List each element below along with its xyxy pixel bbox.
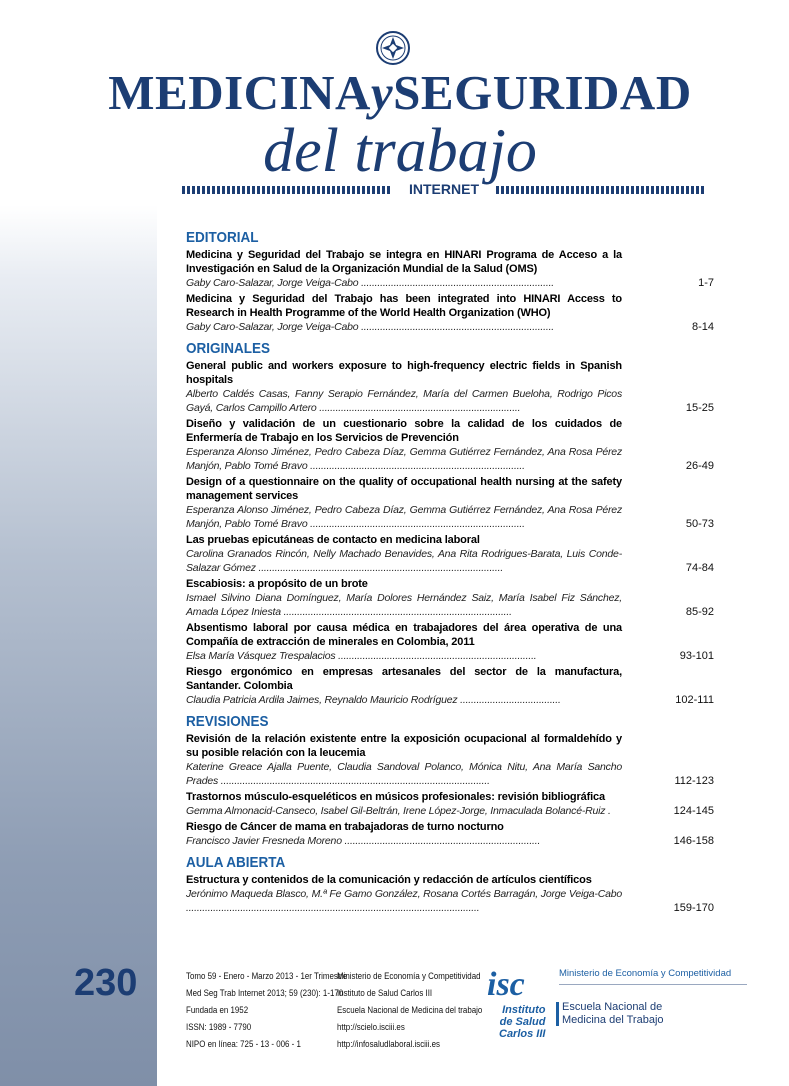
article-authors: Gemma Almonacid-Canseco, Isabel Gil-Beltrán, Irene López-Jorge, Inmaculada Bolancé-Ruiz . xyxy=(186,805,611,817)
article-title: Riesgo ergonómico en empresas artesanales del sector de la manufactura, Santander. Colombia xyxy=(186,666,622,692)
isc-logo-mark: isc xyxy=(487,966,525,1003)
article-authors: Francisco Javier Fresneda Moreno ........................................................................ xyxy=(186,835,541,847)
article-title: Revisión de la relación existente entre la exposición ocupacional al formaldehído y su posible relación con la leucemia xyxy=(186,733,622,759)
info-line: Instituto de Salud Carlos III xyxy=(337,988,433,998)
article-title: Riesgo de Cáncer de mama en trabajadoras de turno nocturno xyxy=(186,821,504,833)
article-pages: 146-158 xyxy=(673,835,714,847)
article-authors: Ismael Silvino Diana Domínguez, María Dolores Hernández Saiz, María Isabel Fiz Sánchez, Amada López Iniesta .................................................................................... xyxy=(186,592,622,618)
article-title: Diseño y validación de un cuestionario sobre la calidad de los cuidados de Enfermería de Trabajo en los Servicios de Prevención xyxy=(186,418,622,444)
isc-logo-line: Carlos III xyxy=(499,1028,546,1040)
article-pages: 102-111 xyxy=(675,694,714,706)
article-authors: Esperanza Alonso Jiménez, Pedro Cabeza Díaz, Gemma Gutiérrez Fernández, Ana Rosa Pérez Manjón, Pablo Tomé Bravo ............................................................................... xyxy=(186,446,622,472)
authors-row xyxy=(186,445,716,473)
article-authors: Gaby Caro-Salazar, Jorge Veiga-Cabo ....................................................................... xyxy=(186,277,555,289)
article-pages: 85-92 xyxy=(685,606,714,618)
info-line: Fundada en 1952 xyxy=(186,1005,249,1015)
toc-entry[interactable] xyxy=(186,665,716,707)
info-line: Tomo 59 - Enero - Marzo 2013 - 1er Trimestre xyxy=(186,971,348,981)
authors-row xyxy=(186,320,716,334)
article-pages: 8-14 xyxy=(691,321,714,333)
info-line: NIPO en línea: 725 - 13 - 006 - 1 xyxy=(186,1039,301,1049)
masthead xyxy=(0,0,789,205)
section-heading: EDITORIAL xyxy=(186,229,259,246)
article-authors: Katerine Greace Ajalla Puente, Claudia Sandoval Polanco, Mónica Nitu, Ana María Sancho Prades ................................................................................................... xyxy=(186,761,622,787)
article-title: Medicina y Seguridad del Trabajo se integra en HINARI Programa de Acceso a la Investigación en Salud de la Organización Mundial de la Salud (OMS) xyxy=(186,249,622,275)
section-heading: ORIGINALES xyxy=(186,340,271,357)
article-title: Las pruebas epicutáneas de contacto en medicina laboral xyxy=(186,534,480,546)
article-authors: Jerónimo Maqueda Blasco, M.ª Fe Gamo González, Rosana Cortés Barragán, Jorge Veiga-Cabo ............................................................................................................ xyxy=(186,888,622,914)
article-title: Medicina y Seguridad del Trabajo has been integrated into HINARI Access to Research in Health Programme of the World Health Organization (WHO) xyxy=(186,293,622,319)
issue-number: 230 xyxy=(74,962,138,1004)
escuela-line: Escuela Nacional de xyxy=(562,1001,663,1013)
toc-entry[interactable] xyxy=(186,577,716,619)
escuela-mark-icon xyxy=(556,1002,559,1026)
article-pages: 93-101 xyxy=(679,650,714,662)
isc-logo-line: de Salud xyxy=(499,1016,546,1028)
toc-entry[interactable] xyxy=(186,732,716,788)
authors-row xyxy=(186,387,716,415)
article-title: Design of a questionnaire on the quality of occupational health nursing at the safety management services xyxy=(186,476,622,502)
stripe-right xyxy=(496,186,706,194)
stripe-left xyxy=(182,186,392,194)
journal-subtitle: del trabajo xyxy=(263,117,537,185)
publisher-info xyxy=(337,968,483,1053)
authors-row xyxy=(186,887,716,915)
journal-title: MEDICINAySEGURIDAD xyxy=(108,65,692,120)
escuela-line: Medicina del Trabajo xyxy=(562,1014,664,1026)
article-authors: Alberto Caldés Casas, Fanny Serapio Fernández, María del Carmen Bueloha, Rodrigo Picos Gayá, Carlos Campillo Artero .......................................................................... xyxy=(186,388,622,414)
article-pages: 112-123 xyxy=(674,775,714,787)
article-pages: 15-25 xyxy=(685,402,714,414)
article-pages: 26-49 xyxy=(685,460,714,472)
section-heading: AULA ABIERTA xyxy=(186,854,286,871)
toc-entry[interactable] xyxy=(186,790,716,818)
authors-row xyxy=(186,834,716,848)
isc-logo-text xyxy=(499,1004,545,1040)
edition-bar xyxy=(182,183,706,197)
authors-row xyxy=(186,547,716,575)
divider xyxy=(559,984,747,985)
publication-info xyxy=(186,968,348,1053)
toc-entry[interactable] xyxy=(186,873,716,915)
sidebar-band xyxy=(0,205,157,1086)
article-pages: 74-84 xyxy=(685,562,714,574)
article-authors: Gaby Caro-Salazar, Jorge Veiga-Cabo ....................................................................... xyxy=(186,321,555,333)
table-of-contents xyxy=(186,223,716,917)
toc-entry[interactable] xyxy=(186,475,716,531)
cross-emblem-icon xyxy=(375,30,411,66)
article-title: Estructura y contenidos de la comunicación y redacción de artículos científicos xyxy=(186,874,592,886)
info-line: ISSN: 1989 - 7790 xyxy=(186,1022,252,1032)
article-authors: Elsa María Vásquez Trespalacios ......................................................................... xyxy=(186,650,537,662)
url-link[interactable]: http://infosaludlaboral.isciii.es xyxy=(337,1039,441,1049)
article-pages: 1-7 xyxy=(698,277,714,289)
toc-entry[interactable] xyxy=(186,621,716,663)
authors-row xyxy=(186,503,716,531)
toc-entry[interactable] xyxy=(186,359,716,415)
article-pages: 159-170 xyxy=(673,902,714,914)
authors-row xyxy=(186,591,716,619)
article-authors: Claudia Patricia Ardila Jaimes, Reynaldo Mauricio Rodríguez ..................................... xyxy=(186,694,561,706)
toc-entry[interactable] xyxy=(186,820,716,848)
article-pages: 50-73 xyxy=(685,518,714,530)
article-pages: 124-145 xyxy=(673,805,714,817)
article-title: Escabiosis: a propósito de un brote xyxy=(186,578,368,590)
toc-entry[interactable] xyxy=(186,248,716,290)
isc-logo-line: Instituto xyxy=(502,1004,546,1016)
authors-row xyxy=(186,276,716,290)
section-heading: REVISIONES xyxy=(186,713,269,730)
info-line: Ministerio de Economía y Competitividad xyxy=(337,971,481,981)
authors-row xyxy=(186,693,716,707)
edition-label: INTERNET xyxy=(409,181,479,197)
authors-row xyxy=(186,760,716,788)
article-title: General public and workers exposure to high-frequency electric fields in Spanish hospitals xyxy=(186,360,622,386)
article-authors: Carolina Granados Rincón, Nelly Machado Benavides, Ana Rita Rodrigues-Barata, Luis Conde-Salazar Gómez .......................................................................................... xyxy=(186,548,622,574)
toc-entry[interactable] xyxy=(186,292,716,334)
info-line: Med Seg Trab Internet 2013; 59 (230): 1-170 xyxy=(186,988,344,998)
article-title: Absentismo laboral por causa médica en trabajadores del área operativa de una Compañía de extracción de minerales en Colombia, 2011 xyxy=(186,622,622,648)
authors-row xyxy=(186,649,716,663)
url-link[interactable]: http://scielo.isciii.es xyxy=(337,1022,405,1032)
escuela-label xyxy=(562,1001,664,1027)
isciii-logo xyxy=(487,966,559,1050)
info-line: Escuela Nacional de Medicina del trabajo xyxy=(337,1005,483,1015)
toc-entry[interactable] xyxy=(186,533,716,575)
article-title: Trastornos músculo-esqueléticos en músicos profesionales: revisión bibliográfica xyxy=(186,791,605,803)
toc-entry[interactable] xyxy=(186,417,716,473)
authors-row xyxy=(186,804,716,818)
article-authors: Esperanza Alonso Jiménez, Pedro Cabeza Díaz, Gemma Gutiérrez Fernández, Ana Rosa Pérez Manjón, Pablo Tomé Bravo ............................................................................... xyxy=(186,504,622,530)
ministry-label: Ministerio de Economía y Competitividad xyxy=(559,968,732,979)
